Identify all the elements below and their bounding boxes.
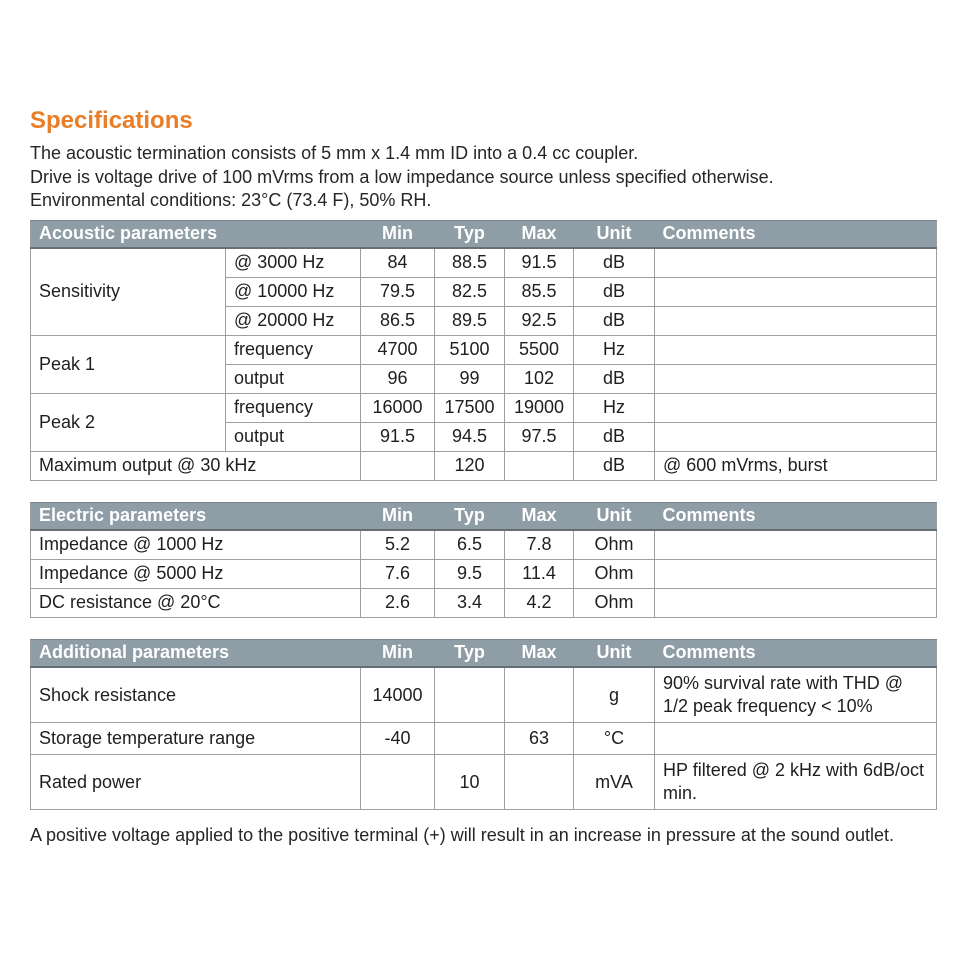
param-cell: Rated power: [31, 755, 361, 810]
param-cell: Storage temperature range: [31, 723, 361, 755]
comment-cell: [655, 335, 937, 364]
column-header-max: Max: [505, 220, 574, 248]
sub-param-cell: @ 20000 Hz: [226, 306, 361, 335]
max-cell: 4.2: [505, 588, 574, 617]
min-cell: 7.6: [361, 559, 435, 588]
unit-cell: dB: [574, 277, 655, 306]
comment-cell: HP filtered @ 2 kHz with 6dB/oct min.: [655, 755, 937, 810]
param-cell: Impedance @ 1000 Hz: [31, 530, 361, 559]
param-cell: Peak 1: [31, 335, 226, 393]
comment-cell: [655, 393, 937, 422]
table-row: [31, 755, 937, 810]
max-cell: 7.8: [505, 530, 574, 559]
table-row: [31, 559, 937, 588]
table-header-row: [31, 502, 937, 530]
unit-cell: dB: [574, 306, 655, 335]
column-header-comment: Comments: [655, 639, 937, 667]
unit-cell: Ohm: [574, 559, 655, 588]
unit-cell: °C: [574, 723, 655, 755]
typ-cell: 99: [435, 364, 505, 393]
param-cell: Sensitivity: [31, 248, 226, 335]
min-cell: 96: [361, 364, 435, 393]
typ-cell: 3.4: [435, 588, 505, 617]
unit-cell: dB: [574, 422, 655, 451]
footer-note: A positive voltage applied to the positive terminal (+) will result in an increase in pressure at the sound outlet.: [30, 825, 894, 845]
column-header-comment: Comments: [655, 502, 937, 530]
min-cell: -40: [361, 723, 435, 755]
comment-cell: 90% survival rate with THD @ 1/2 peak frequency < 10%: [655, 667, 937, 723]
intro-line-environmental-conditions: Environmental conditions: 23°C (73.4 F), 50% RH.: [30, 190, 432, 210]
param-cell: Peak 2: [31, 393, 226, 451]
unit-cell: Ohm: [574, 588, 655, 617]
param-cell: DC resistance @ 20°C: [31, 588, 361, 617]
max-cell: 5500: [505, 335, 574, 364]
comment-cell: [655, 248, 937, 277]
comment-cell: [655, 588, 937, 617]
comment-cell: [655, 306, 937, 335]
column-header-unit: Unit: [574, 220, 655, 248]
table-row: [31, 667, 937, 723]
table-row: [31, 588, 937, 617]
acoustic-parameters-table: [30, 220, 937, 481]
typ-cell: 88.5: [435, 248, 505, 277]
unit-cell: mVA: [574, 755, 655, 810]
sub-param-cell: @ 10000 Hz: [226, 277, 361, 306]
sub-param-cell: frequency: [226, 335, 361, 364]
table-row: [31, 248, 937, 277]
table-title: Additional parameters: [31, 639, 361, 667]
typ-cell: [435, 667, 505, 723]
sub-param-cell: @ 3000 Hz: [226, 248, 361, 277]
sub-param-cell: output: [226, 364, 361, 393]
min-cell: 91.5: [361, 422, 435, 451]
max-cell: 102: [505, 364, 574, 393]
min-cell: 14000: [361, 667, 435, 723]
intro-block: [30, 142, 936, 213]
unit-cell: Hz: [574, 393, 655, 422]
max-cell: 85.5: [505, 277, 574, 306]
column-header-max: Max: [505, 502, 574, 530]
intro-line-drive-voltage: Drive is voltage drive of 100 mVrms from a low impedance source unless specified otherwise.: [30, 166, 774, 187]
unit-cell: dB: [574, 248, 655, 277]
comment-cell: [655, 364, 937, 393]
min-cell: [361, 451, 435, 480]
column-header-comment: Comments: [655, 220, 937, 248]
typ-cell: 89.5: [435, 306, 505, 335]
electric-parameters-table: [30, 502, 937, 618]
min-cell: 84: [361, 248, 435, 277]
comment-cell: [655, 559, 937, 588]
comment-cell: [655, 277, 937, 306]
unit-cell: g: [574, 667, 655, 723]
min-cell: [361, 755, 435, 810]
comment-cell: @ 600 mVrms, burst: [655, 451, 937, 480]
typ-cell: 94.5: [435, 422, 505, 451]
max-cell: 92.5: [505, 306, 574, 335]
comment-cell: [655, 723, 937, 755]
max-cell: 91.5: [505, 248, 574, 277]
column-header-typ: Typ: [435, 639, 505, 667]
max-cell: [505, 451, 574, 480]
column-header-unit: Unit: [574, 502, 655, 530]
table-title: Electric parameters: [31, 502, 361, 530]
additional-parameters-table: [30, 639, 937, 811]
sub-param-cell: output: [226, 422, 361, 451]
table-row: [31, 393, 937, 422]
unit-cell: dB: [574, 364, 655, 393]
column-header-min: Min: [361, 639, 435, 667]
min-cell: 16000: [361, 393, 435, 422]
table-row: [31, 530, 937, 559]
table-row: [31, 723, 937, 755]
unit-cell: Hz: [574, 335, 655, 364]
max-cell: 19000: [505, 393, 574, 422]
column-header-typ: Typ: [435, 220, 505, 248]
page-title: Specifications: [30, 107, 193, 134]
param-cell: Impedance @ 5000 Hz: [31, 559, 361, 588]
unit-cell: Ohm: [574, 530, 655, 559]
param-cell: Shock resistance: [31, 667, 361, 723]
typ-cell: [435, 723, 505, 755]
table-header-row: [31, 220, 937, 248]
max-cell: 63: [505, 723, 574, 755]
comment-cell: [655, 530, 937, 559]
typ-cell: 5100: [435, 335, 505, 364]
typ-cell: 82.5: [435, 277, 505, 306]
min-cell: 5.2: [361, 530, 435, 559]
min-cell: 86.5: [361, 306, 435, 335]
table-title: Acoustic parameters: [31, 220, 361, 248]
column-header-max: Max: [505, 639, 574, 667]
max-cell: [505, 667, 574, 723]
column-header-typ: Typ: [435, 502, 505, 530]
typ-cell: 10: [435, 755, 505, 810]
sub-param-cell: frequency: [226, 393, 361, 422]
table-row: [31, 451, 937, 480]
min-cell: 2.6: [361, 588, 435, 617]
typ-cell: 120: [435, 451, 505, 480]
intro-line-acoustic-termination: The acoustic termination consists of 5 mm x 1.4 mm ID into a 0.4 cc coupler.: [30, 143, 639, 163]
min-cell: 79.5: [361, 277, 435, 306]
typ-cell: 6.5: [435, 530, 505, 559]
max-cell: 11.4: [505, 559, 574, 588]
comment-cell: [655, 422, 937, 451]
min-cell: 4700: [361, 335, 435, 364]
column-header-unit: Unit: [574, 639, 655, 667]
max-cell: 97.5: [505, 422, 574, 451]
column-header-min: Min: [361, 502, 435, 530]
param-cell: Maximum output @ 30 kHz: [31, 451, 361, 480]
typ-cell: 9.5: [435, 559, 505, 588]
unit-cell: dB: [574, 451, 655, 480]
typ-cell: 17500: [435, 393, 505, 422]
table-header-row: [31, 639, 937, 667]
column-header-min: Min: [361, 220, 435, 248]
max-cell: [505, 755, 574, 810]
table-row: [31, 335, 937, 364]
